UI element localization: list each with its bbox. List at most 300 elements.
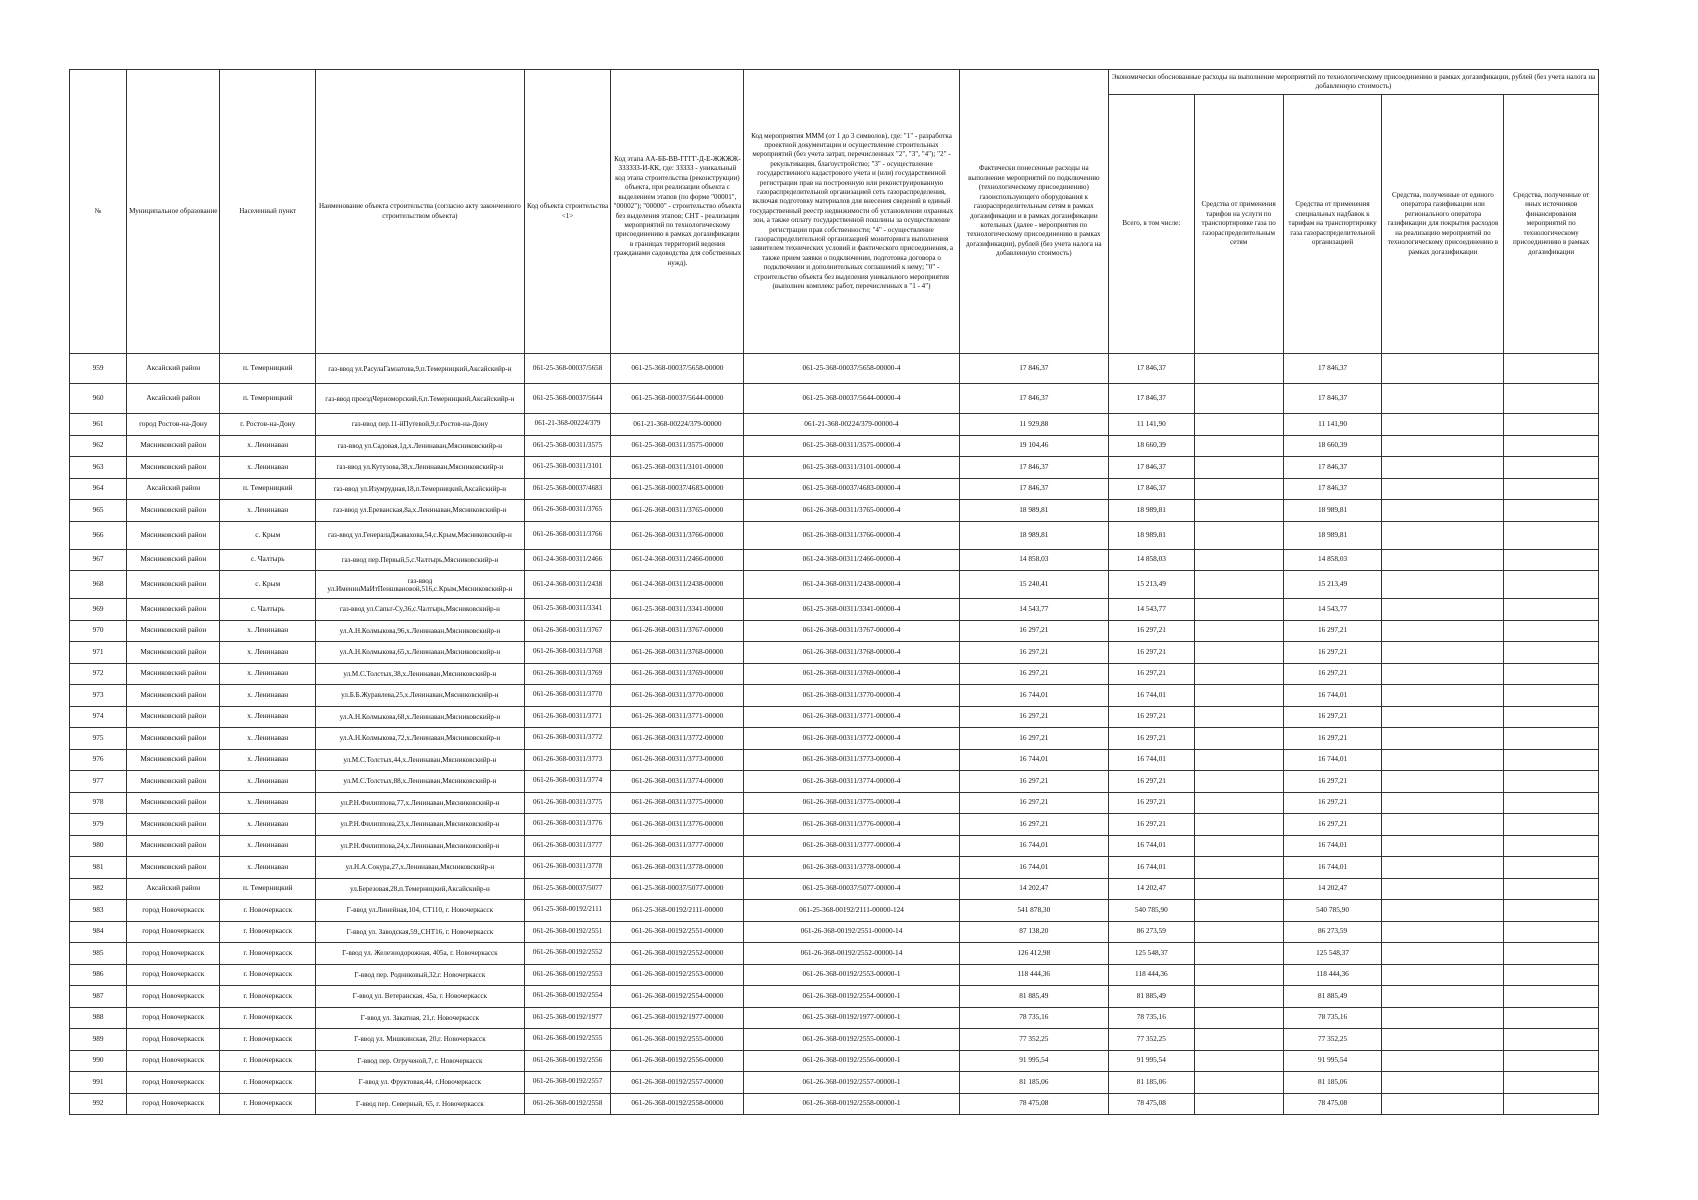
total-cell: 16 744,01 (1109, 685, 1195, 707)
stage-code-cell: 061-26-368-00192/2555-00000 (611, 1029, 744, 1051)
settlement-cell: х. Ленинаван (220, 620, 316, 642)
actual-costs-cell: 16 297,21 (959, 620, 1108, 642)
actual-costs-cell: 17 846,37 (959, 457, 1108, 479)
stage-code-cell: 061-25-368-00037/5658-00000 (611, 354, 744, 384)
single-operator-cell (1382, 771, 1504, 793)
tariff-funds-cell (1194, 642, 1283, 664)
tariff-funds-cell (1194, 500, 1283, 522)
special-markup-cell: 17 846,37 (1283, 478, 1382, 500)
object-code-cell: 061-26-368-00192/2557 (524, 1072, 611, 1094)
table-row (70, 792, 1599, 814)
table-row (70, 1093, 1599, 1115)
total-cell: 14 202,47 (1109, 878, 1195, 900)
settlement-cell: х. Ленинаван (220, 814, 316, 836)
stage-code-cell: 061-25-368-00192/2111-00000 (611, 900, 744, 922)
settlement-cell: п. Темерницкий (220, 478, 316, 500)
row-number: 967 (70, 549, 127, 571)
event-code-cell: 061-26-368-00311/3768-00000-4 (744, 642, 959, 664)
object-code-cell: 061-26-368-00192/2555 (524, 1029, 611, 1051)
tariff-funds-cell (1194, 457, 1283, 479)
row-number: 973 (70, 685, 127, 707)
object-code-cell: 061-26-368-00192/2553 (524, 964, 611, 986)
other-sources-cell (1504, 599, 1599, 621)
other-sources-cell (1504, 792, 1599, 814)
settlement-cell: х. Ленинаван (220, 835, 316, 857)
settlement-cell: г. Новочеркасск (220, 943, 316, 965)
event-code-cell: 061-26-368-00311/3776-00000-4 (744, 814, 959, 836)
other-sources-cell (1504, 1007, 1599, 1029)
tariff-funds-cell (1194, 749, 1283, 771)
stage-code-cell: 061-26-368-00311/3776-00000 (611, 814, 744, 836)
settlement-cell: с. Чалтырь (220, 549, 316, 571)
stage-code-cell: 061-24-368-00311/2438-00000 (611, 571, 744, 599)
other-sources-cell (1504, 814, 1599, 836)
actual-costs-cell: 14 543,77 (959, 599, 1108, 621)
stage-code-cell: 061-26-368-00311/3765-00000 (611, 500, 744, 522)
object-name-cell: Г-ввод ул. Мишкинская, 20,г. Новочеркасск (316, 1029, 525, 1051)
stage-code-cell: 061-26-368-00311/3768-00000 (611, 642, 744, 664)
table-row (70, 900, 1599, 922)
total-cell: 16 297,21 (1109, 620, 1195, 642)
object-name-cell: Г-ввод ул. Заводская,59,,СНТ16, г. Новочеркасск (316, 921, 525, 943)
event-code-cell: 061-26-368-00311/3777-00000-4 (744, 835, 959, 857)
actual-costs-cell: 16 297,21 (959, 728, 1108, 750)
tariff-funds-cell (1194, 964, 1283, 986)
special-markup-cell: 14 202,47 (1283, 878, 1382, 900)
actual-costs-cell: 78 475,08 (959, 1093, 1108, 1115)
other-sources-cell (1504, 771, 1599, 793)
single-operator-cell (1382, 1093, 1504, 1115)
header-object-code: Код объекта строительства <1> (524, 70, 611, 354)
settlement-cell: х. Ленинаван (220, 728, 316, 750)
stage-code-cell: 061-26-368-00311/3772-00000 (611, 728, 744, 750)
single-operator-cell (1382, 500, 1504, 522)
table-row (70, 599, 1599, 621)
other-sources-cell (1504, 878, 1599, 900)
table-row (70, 571, 1599, 599)
table-row (70, 964, 1599, 986)
table-row (70, 500, 1599, 522)
tariff-funds-cell (1194, 1029, 1283, 1051)
other-sources-cell (1504, 1093, 1599, 1115)
object-name-cell: газ-ввод пер.Первый,5,с.Чалтырь,Мясниковскийр-н (316, 549, 525, 571)
special-markup-cell: 16 297,21 (1283, 706, 1382, 728)
table-row (70, 1007, 1599, 1029)
object-code-cell: 061-26-368-00311/3768 (524, 642, 611, 664)
event-code-cell: 061-26-368-00311/3770-00000-4 (744, 685, 959, 707)
special-markup-cell: 86 273,59 (1283, 921, 1382, 943)
actual-costs-cell: 17 846,37 (959, 478, 1108, 500)
total-cell: 18 989,81 (1109, 500, 1195, 522)
table-row (70, 986, 1599, 1008)
municipality-cell: город Новочеркасск (127, 900, 220, 922)
object-code-cell: 061-26-368-00192/2558 (524, 1093, 611, 1115)
municipality-cell: Мясниковский район (127, 521, 220, 549)
object-name-cell: газ-ввод проездЧерноморский,6,п.Темерницкий,Аксайскийр-н (316, 384, 525, 414)
event-code-cell: 061-25-368-00311/3575-00000-4 (744, 435, 959, 457)
municipality-cell: Мясниковский район (127, 706, 220, 728)
object-name-cell: газ-ввод ул.РасулаГамзатова,9,п.Темерницкий,Аксайскийр-н (316, 354, 525, 384)
object-name-cell: газ-ввод ул.Изумрудная,18,п.Темерницкий,Аксайскийр-н (316, 478, 525, 500)
municipality-cell: Мясниковский район (127, 728, 220, 750)
actual-costs-cell: 11 929,88 (959, 414, 1108, 436)
settlement-cell: г. Новочеркасск (220, 1093, 316, 1115)
actual-costs-cell: 18 989,81 (959, 521, 1108, 549)
stage-code-cell: 061-26-368-00192/2552-00000 (611, 943, 744, 965)
total-cell: 16 297,21 (1109, 771, 1195, 793)
actual-costs-cell: 77 352,25 (959, 1029, 1108, 1051)
actual-costs-cell: 16 297,21 (959, 771, 1108, 793)
object-code-cell: 061-26-368-00311/3777 (524, 835, 611, 857)
stage-code-cell: 061-21-368-00224/379-00000 (611, 414, 744, 436)
event-code-cell: 061-21-368-00224/379-00000-4 (744, 414, 959, 436)
special-markup-cell: 16 744,01 (1283, 857, 1382, 879)
municipality-cell: Аксайский район (127, 478, 220, 500)
object-code-cell: 061-25-368-00311/3101 (524, 457, 611, 479)
other-sources-cell (1504, 457, 1599, 479)
municipality-cell: город Новочеркасск (127, 1007, 220, 1029)
object-name-cell: ул.А.Н.Колмыкова,68,х.Ленинаван,Мясниковскийр-н (316, 706, 525, 728)
object-name-cell: ул.М.С.Толстых,88,х.Ленинаван,Мясниковскийр-н (316, 771, 525, 793)
actual-costs-cell: 81 885,49 (959, 986, 1108, 1008)
tariff-funds-cell (1194, 857, 1283, 879)
table-row (70, 521, 1599, 549)
object-code-cell: 061-25-368-00037/4683 (524, 478, 611, 500)
settlement-cell: г. Новочеркасск (220, 900, 316, 922)
single-operator-cell (1382, 1029, 1504, 1051)
municipality-cell: город Новочеркасск (127, 1072, 220, 1094)
municipality-cell: Мясниковский район (127, 457, 220, 479)
stage-code-cell: 061-26-368-00311/3767-00000 (611, 620, 744, 642)
table-row (70, 1029, 1599, 1051)
other-sources-cell (1504, 706, 1599, 728)
row-number: 975 (70, 728, 127, 750)
total-cell: 77 352,25 (1109, 1029, 1195, 1051)
table-row (70, 943, 1599, 965)
object-name-cell: ул.Б.Б.Журавлева,25,х.Ленинаван,Мясниковскийр-н (316, 685, 525, 707)
actual-costs-cell: 118 444,36 (959, 964, 1108, 986)
municipality-cell: город Новочеркасск (127, 1050, 220, 1072)
table-row (70, 663, 1599, 685)
row-number: 985 (70, 943, 127, 965)
object-code-cell: 061-26-368-00311/3765 (524, 500, 611, 522)
other-sources-cell (1504, 857, 1599, 879)
total-cell: 17 846,37 (1109, 384, 1195, 414)
stage-code-cell: 061-26-368-00311/3777-00000 (611, 835, 744, 857)
tariff-funds-cell (1194, 663, 1283, 685)
settlement-cell: х. Ленинаван (220, 771, 316, 793)
event-code-cell: 061-25-368-00037/5658-00000-4 (744, 354, 959, 384)
stage-code-cell: 061-26-368-00311/3773-00000 (611, 749, 744, 771)
single-operator-cell (1382, 878, 1504, 900)
single-operator-cell (1382, 457, 1504, 479)
stage-code-cell: 061-25-368-00037/5077-00000 (611, 878, 744, 900)
object-name-cell: Г-ввод ул. Железнодорожная, 405а, г. Новочеркасск (316, 943, 525, 965)
object-code-cell: 061-26-368-00311/3770 (524, 685, 611, 707)
object-name-cell: Г-ввод ул. Фруктовая,44, г.Новочеркасск (316, 1072, 525, 1094)
total-cell: 540 785,90 (1109, 900, 1195, 922)
total-cell: 16 297,21 (1109, 706, 1195, 728)
header-other-sources-funds: Средства, полученные от иных источников финансирования мероприятий по технологическому присоединению в рамках догазификации (1504, 95, 1599, 354)
other-sources-cell (1504, 1072, 1599, 1094)
row-number: 987 (70, 986, 127, 1008)
object-name-cell: газ-ввод пер.11-йПутевой,9,г.Ростов-на-Дону (316, 414, 525, 436)
stage-code-cell: 061-25-368-00311/3341-00000 (611, 599, 744, 621)
municipality-cell: Мясниковский район (127, 642, 220, 664)
other-sources-cell (1504, 728, 1599, 750)
total-cell: 81 885,49 (1109, 986, 1195, 1008)
municipality-cell: город Ростов-на-Дону (127, 414, 220, 436)
row-number: 965 (70, 500, 127, 522)
municipality-cell: Мясниковский район (127, 814, 220, 836)
special-markup-cell: 81 885,49 (1283, 986, 1382, 1008)
total-cell: 16 297,21 (1109, 642, 1195, 664)
other-sources-cell (1504, 663, 1599, 685)
special-markup-cell: 16 297,21 (1283, 663, 1382, 685)
object-code-cell: 061-26-368-00192/2552 (524, 943, 611, 965)
actual-costs-cell: 18 989,81 (959, 500, 1108, 522)
single-operator-cell (1382, 964, 1504, 986)
total-cell: 17 846,37 (1109, 354, 1195, 384)
actual-costs-cell: 81 185,06 (959, 1072, 1108, 1094)
single-operator-cell (1382, 728, 1504, 750)
row-number: 978 (70, 792, 127, 814)
special-markup-cell: 11 141,90 (1283, 414, 1382, 436)
event-code-cell: 061-26-368-00311/3775-00000-4 (744, 792, 959, 814)
event-code-cell: 061-26-368-00311/3765-00000-4 (744, 500, 959, 522)
tariff-funds-cell (1194, 1072, 1283, 1094)
object-code-cell: 061-26-368-00311/3776 (524, 814, 611, 836)
tariff-funds-cell (1194, 571, 1283, 599)
settlement-cell: с. Крым (220, 521, 316, 549)
object-name-cell: Г-ввод ул. Ветеранская, 45а, г. Новочеркасск (316, 986, 525, 1008)
stage-code-cell: 061-26-368-00311/3775-00000 (611, 792, 744, 814)
settlement-cell: с. Крым (220, 571, 316, 599)
special-markup-cell: 16 297,21 (1283, 642, 1382, 664)
settlement-cell: г. Новочеркасск (220, 1007, 316, 1029)
other-sources-cell (1504, 478, 1599, 500)
tariff-funds-cell (1194, 1093, 1283, 1115)
special-markup-cell: 17 846,37 (1283, 384, 1382, 414)
municipality-cell: город Новочеркасск (127, 1029, 220, 1051)
row-number: 971 (70, 642, 127, 664)
tariff-funds-cell (1194, 599, 1283, 621)
special-markup-cell: 78 735,16 (1283, 1007, 1382, 1029)
other-sources-cell (1504, 1050, 1599, 1072)
header-object-name: Наименование объекта строительства (согласно акту законченного строительством объекта) (316, 70, 525, 354)
other-sources-cell (1504, 921, 1599, 943)
object-code-cell: 061-25-368-00037/5077 (524, 878, 611, 900)
actual-costs-cell: 19 104,46 (959, 435, 1108, 457)
object-name-cell: ул.М.С.Толстых,38,х.Ленинаван,Мясниковскийр-н (316, 663, 525, 685)
special-markup-cell: 14 858,03 (1283, 549, 1382, 571)
document-page (69, 69, 1599, 1115)
other-sources-cell (1504, 986, 1599, 1008)
municipality-cell: Мясниковский район (127, 599, 220, 621)
table-row (70, 728, 1599, 750)
single-operator-cell (1382, 814, 1504, 836)
row-number: 980 (70, 835, 127, 857)
actual-costs-cell: 16 744,01 (959, 685, 1108, 707)
event-code-cell: 061-25-368-00037/5077-00000-4 (744, 878, 959, 900)
row-number: 986 (70, 964, 127, 986)
total-cell: 125 548,37 (1109, 943, 1195, 965)
tariff-funds-cell (1194, 521, 1283, 549)
actual-costs-cell: 87 138,20 (959, 921, 1108, 943)
tariff-funds-cell (1194, 792, 1283, 814)
object-name-cell: Г-ввод пер. Родниковый,32,г. Новочеркасск (316, 964, 525, 986)
municipality-cell: Мясниковский район (127, 549, 220, 571)
single-operator-cell (1382, 435, 1504, 457)
table-row (70, 685, 1599, 707)
object-code-cell: 061-24-368-00311/2438 (524, 571, 611, 599)
settlement-cell: с. Чалтырь (220, 599, 316, 621)
object-code-cell: 061-26-368-00311/3774 (524, 771, 611, 793)
row-number: 984 (70, 921, 127, 943)
table-row (70, 620, 1599, 642)
object-name-cell: ул.А.Н.Колмыкова,65,х.Ленинаван,Мясниковскийр-н (316, 642, 525, 664)
municipality-cell: город Новочеркасск (127, 1093, 220, 1115)
event-code-cell: 061-25-368-00037/5644-00000-4 (744, 384, 959, 414)
event-code-cell: 061-24-368-00311/2466-00000-4 (744, 549, 959, 571)
single-operator-cell (1382, 835, 1504, 857)
object-code-cell: 061-26-368-00311/3771 (524, 706, 611, 728)
settlement-cell: х. Ленинаван (220, 749, 316, 771)
single-operator-cell (1382, 921, 1504, 943)
single-operator-cell (1382, 663, 1504, 685)
other-sources-cell (1504, 354, 1599, 384)
single-operator-cell (1382, 900, 1504, 922)
municipality-cell: Мясниковский район (127, 620, 220, 642)
settlement-cell: г. Новочеркасск (220, 964, 316, 986)
header-total: Всего, в том числе: (1109, 95, 1195, 354)
object-code-cell: 061-25-368-00192/1977 (524, 1007, 611, 1029)
row-number: 981 (70, 857, 127, 879)
actual-costs-cell: 16 297,21 (959, 663, 1108, 685)
special-markup-cell: 17 846,37 (1283, 354, 1382, 384)
actual-costs-cell: 15 240,41 (959, 571, 1108, 599)
actual-costs-cell: 91 995,54 (959, 1050, 1108, 1072)
other-sources-cell (1504, 642, 1599, 664)
total-cell: 17 846,37 (1109, 478, 1195, 500)
total-cell: 81 185,06 (1109, 1072, 1195, 1094)
header-tariff-funds: Средства от применения тарифов на услуги по транспортировке газа по газораспределительным сетям (1194, 95, 1283, 354)
row-number: 972 (70, 663, 127, 685)
tariff-funds-cell (1194, 414, 1283, 436)
single-operator-cell (1382, 599, 1504, 621)
settlement-cell: х. Ленинаван (220, 642, 316, 664)
event-code-cell: 061-26-368-00311/3766-00000-4 (744, 521, 959, 549)
event-code-cell: 061-26-368-00192/2556-00000-1 (744, 1050, 959, 1072)
total-cell: 16 744,01 (1109, 749, 1195, 771)
object-code-cell: 061-26-368-00311/3769 (524, 663, 611, 685)
other-sources-cell (1504, 1029, 1599, 1051)
object-name-cell: ул.А.Н.Колмыкова,72,х.Ленинаван,Мясниковскийр-н (316, 728, 525, 750)
actual-costs-cell: 16 744,01 (959, 835, 1108, 857)
other-sources-cell (1504, 943, 1599, 965)
settlement-cell: х. Ленинаван (220, 685, 316, 707)
total-cell: 14 543,77 (1109, 599, 1195, 621)
settlement-cell: п. Темерницкий (220, 384, 316, 414)
table-row (70, 706, 1599, 728)
row-number: 991 (70, 1072, 127, 1094)
stage-code-cell: 061-26-368-00311/3778-00000 (611, 857, 744, 879)
stage-code-cell: 061-25-368-00311/3101-00000 (611, 457, 744, 479)
event-code-cell: 061-25-368-00192/1977-00000-1 (744, 1007, 959, 1029)
stage-code-cell: 061-25-368-00311/3575-00000 (611, 435, 744, 457)
object-code-cell: 061-26-368-00311/3773 (524, 749, 611, 771)
total-cell: 16 297,21 (1109, 663, 1195, 685)
stage-code-cell: 061-25-368-00037/4683-00000 (611, 478, 744, 500)
event-code-cell: 061-26-368-00192/2558-00000-1 (744, 1093, 959, 1115)
event-code-cell: 061-26-368-00311/3771-00000-4 (744, 706, 959, 728)
event-code-cell: 061-26-368-00192/2552-00000-14 (744, 943, 959, 965)
row-number: 990 (70, 1050, 127, 1072)
header-single-operator-funds: Средства, полученные от единого оператора газификации или регионального оператора газификации для покрытия расходов на реализацию мероприятий по технологическому присоединению в рамках догазификации (1382, 95, 1504, 354)
tariff-funds-cell (1194, 878, 1283, 900)
total-cell: 118 444,36 (1109, 964, 1195, 986)
single-operator-cell (1382, 414, 1504, 436)
stage-code-cell: 061-26-368-00311/3766-00000 (611, 521, 744, 549)
object-code-cell: 061-26-368-00311/3772 (524, 728, 611, 750)
settlement-cell: х. Ленинаван (220, 857, 316, 879)
object-code-cell: 061-25-368-00037/5644 (524, 384, 611, 414)
row-number: 969 (70, 599, 127, 621)
event-code-cell: 061-26-368-00311/3773-00000-4 (744, 749, 959, 771)
other-sources-cell (1504, 549, 1599, 571)
table-row (70, 642, 1599, 664)
special-markup-cell: 17 846,37 (1283, 457, 1382, 479)
settlement-cell: х. Ленинаван (220, 663, 316, 685)
single-operator-cell (1382, 986, 1504, 1008)
row-number: 964 (70, 478, 127, 500)
special-markup-cell: 16 297,21 (1283, 771, 1382, 793)
special-markup-cell: 16 297,21 (1283, 814, 1382, 836)
municipality-cell: Мясниковский район (127, 792, 220, 814)
object-name-cell: газ-ввод ул.Сапьт-Су,36,с.Чалтырь,Мясниковскийр-н (316, 599, 525, 621)
single-operator-cell (1382, 706, 1504, 728)
single-operator-cell (1382, 1050, 1504, 1072)
stage-code-cell: 061-26-368-00311/3771-00000 (611, 706, 744, 728)
tariff-funds-cell (1194, 354, 1283, 384)
table-row (70, 1072, 1599, 1094)
single-operator-cell (1382, 749, 1504, 771)
object-code-cell: 061-25-368-00311/3341 (524, 599, 611, 621)
tariff-funds-cell (1194, 771, 1283, 793)
object-code-cell: 061-26-368-00311/3767 (524, 620, 611, 642)
special-markup-cell: 18 660,39 (1283, 435, 1382, 457)
row-number: 968 (70, 571, 127, 599)
other-sources-cell (1504, 500, 1599, 522)
tariff-funds-cell (1194, 384, 1283, 414)
single-operator-cell (1382, 1072, 1504, 1094)
object-name-cell: ул.А.Н.Колмыкова,96,х.Ленинаван,Мясниковскийр-н (316, 620, 525, 642)
actual-costs-cell: 16 297,21 (959, 814, 1108, 836)
table-row (70, 749, 1599, 771)
tariff-funds-cell (1194, 921, 1283, 943)
actual-costs-cell: 17 846,37 (959, 384, 1108, 414)
total-cell: 78 735,16 (1109, 1007, 1195, 1029)
settlement-cell: п. Темерницкий (220, 878, 316, 900)
table-row (70, 478, 1599, 500)
actual-costs-cell: 16 744,01 (959, 749, 1108, 771)
event-code-cell: 061-26-368-00192/2553-00000-1 (744, 964, 959, 986)
settlement-cell: г. Новочеркасск (220, 1072, 316, 1094)
municipality-cell: Мясниковский район (127, 749, 220, 771)
single-operator-cell (1382, 943, 1504, 965)
other-sources-cell (1504, 835, 1599, 857)
row-number: 977 (70, 771, 127, 793)
